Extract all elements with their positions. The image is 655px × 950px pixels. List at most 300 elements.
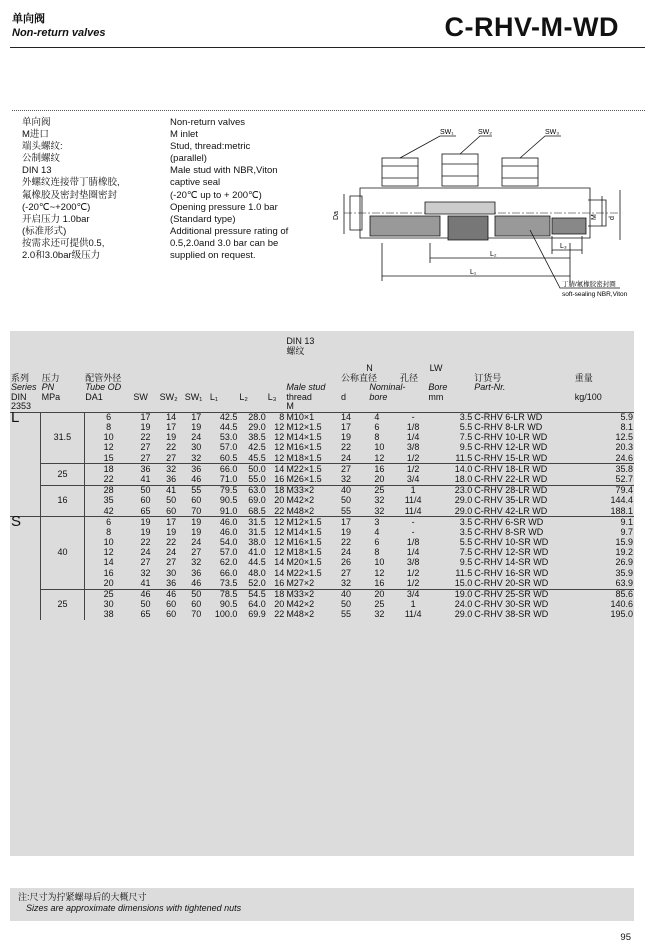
l2-header: L₂ <box>239 391 248 402</box>
pn-unit: MPa <box>41 391 61 402</box>
table-cell: 12 <box>267 517 286 528</box>
table-cell: 54.5 <box>238 589 266 600</box>
table-cell: 195.0 <box>610 609 633 620</box>
table-cell: 46 <box>191 577 202 588</box>
table-cell: 12 <box>274 442 285 453</box>
part-en: Part-Nr. <box>474 382 506 392</box>
table-cell: 40 <box>340 589 368 600</box>
table-cell: 50.0 <box>238 464 266 475</box>
pn-en: PN <box>41 382 55 392</box>
table-cell: 40 <box>340 485 368 496</box>
table-cell: 79.4 <box>574 485 634 496</box>
table-cell: 9.5 <box>459 557 473 568</box>
table-cell: 29.0 <box>248 422 266 433</box>
table-cell: 17 <box>132 412 158 423</box>
table-cell: M16×1.5 <box>286 442 322 453</box>
table-row <box>10 558 634 568</box>
table-cell: 24 <box>340 547 351 558</box>
stud-en1: Male stud <box>286 382 326 392</box>
table-cell: C-RHV 10-SR WD <box>474 537 549 548</box>
table-cell: 63.0 <box>238 485 266 496</box>
table-cell: 6 <box>84 517 132 528</box>
part-cn: 订货号 <box>474 372 502 383</box>
table-cell: 41 <box>140 577 151 588</box>
description-divider <box>12 110 645 111</box>
table-cell: 27 <box>140 557 151 568</box>
table-cell: 12 <box>103 442 114 453</box>
series-label: L <box>10 412 41 517</box>
table-cell: 15.9 <box>615 537 633 548</box>
table-cell: 22 <box>274 609 285 620</box>
table-cell: 3/4 <box>406 473 420 484</box>
table-cell: C-RHV 12-SR WD <box>474 547 549 558</box>
table-cell: M20×1.5 <box>286 557 322 568</box>
table-cell: 46 <box>159 589 184 600</box>
table-cell: 14 <box>267 464 286 475</box>
table-cell: 32 <box>374 609 385 620</box>
table-cell: 32 <box>340 577 351 588</box>
label-m: M <box>591 214 598 220</box>
table-cell: 19 <box>191 526 202 537</box>
table-cell: 17 <box>166 422 177 433</box>
description-line: 按需求还可提供0.5, <box>22 237 105 249</box>
table-cell: 18 <box>267 485 286 496</box>
table-cell: 68.5 <box>248 505 266 516</box>
table-cell: 52.7 <box>615 473 633 484</box>
table-cell: 69.9 <box>248 609 266 620</box>
table-cell: 19 <box>191 422 202 433</box>
label-seal-en: soft-sealing NBR,Viton <box>562 291 628 298</box>
table-cell: 27 <box>166 557 177 568</box>
description-line: 公制螺纹 <box>22 153 61 165</box>
description-line: Male stud with NBR,Viton <box>170 165 278 177</box>
header-left <box>12 10 106 39</box>
table-cell: 11/4 <box>404 609 422 620</box>
table-cell: 65 <box>140 505 151 516</box>
table-cell: 36 <box>132 464 158 475</box>
table-cell: 63.9 <box>615 577 633 588</box>
table-cell: 73.5 <box>219 577 238 588</box>
table-cell: 46.0 <box>219 526 238 537</box>
table-cell: 17 <box>184 412 209 423</box>
nut-3-shape <box>502 158 538 186</box>
table-cell: 19 <box>166 526 177 537</box>
description-line: 端头螺纹: <box>22 141 63 153</box>
table-cell: 29.0 <box>454 505 473 516</box>
table-cell: 18 <box>84 464 132 475</box>
description-line: Stud, thread:metric <box>170 141 251 153</box>
pressure-cell: 25 <box>41 464 85 485</box>
table-cell: 29.0 <box>454 495 473 506</box>
table-cell: 70 <box>191 609 202 620</box>
table-cell: 3/4 <box>399 589 427 600</box>
table-cell: 27 <box>140 452 151 463</box>
valve-drawing <box>330 118 650 308</box>
table-cell: 18 <box>267 589 286 600</box>
description-line: Opening pressure 1.0 bar <box>170 201 278 213</box>
table-cell: 31.5 <box>248 526 266 537</box>
description-line: 开启压力 1.0bar <box>22 213 90 225</box>
table-cell: M22×1.5 <box>285 464 340 475</box>
label-l1: L₁ <box>470 269 477 276</box>
table-cell: 36 <box>184 464 209 475</box>
table-cell: C-RHV 30-SR WD <box>474 599 549 610</box>
table-cell: 8 <box>374 432 380 443</box>
table-cell: 7.5 <box>459 547 473 558</box>
table-cell: C-RHV 6-LR WD <box>473 412 574 423</box>
table-cell: 60 <box>191 495 202 506</box>
table-cell: 100.0 <box>214 609 238 620</box>
table-cell: 24 <box>166 547 177 558</box>
stud-m: M <box>286 401 294 411</box>
table-cell: 60 <box>140 495 151 506</box>
table-cell: 32 <box>374 505 385 516</box>
table-cell: 3.5 <box>459 526 473 537</box>
sw1-header: SW₁ <box>184 391 203 402</box>
table-cell: C-RHV 10-LR WD <box>474 432 548 443</box>
table-row <box>10 579 634 590</box>
table-cell: 29.0 <box>454 609 473 620</box>
table-cell: 14 <box>103 557 114 568</box>
table-row <box>10 506 634 517</box>
table-cell: 15 <box>103 452 114 463</box>
table-header <box>10 331 634 412</box>
description-line: DIN 13 <box>22 165 52 177</box>
table-cell: 31.5 <box>238 517 266 528</box>
series-num: 2353 <box>11 401 32 411</box>
table-cell: 19 <box>140 526 151 537</box>
description-line: (-20℃~+200℃) <box>22 201 91 213</box>
table-cell: 14 <box>159 412 184 423</box>
table-cell: 5.9 <box>574 412 634 423</box>
table-cell: 19 <box>140 422 151 433</box>
table-cell: 12 <box>274 432 285 443</box>
weight-cn: 重量 <box>574 372 593 383</box>
table-cell: 42 <box>103 505 114 516</box>
table-cell: C-RHV 20-SR WD <box>474 577 549 588</box>
table-cell: 79.5 <box>209 485 239 496</box>
table-cell: 55 <box>340 609 351 620</box>
table-cell: 17 <box>340 517 368 528</box>
table-cell: 14.0 <box>427 464 473 475</box>
table-cell: 60 <box>191 599 202 610</box>
table-cell: 12 <box>274 537 285 548</box>
nut-1-shape <box>382 158 418 186</box>
table-cell: 46.0 <box>209 517 239 528</box>
table-cell: 69.0 <box>248 495 266 506</box>
table-cell: M12×1.5 <box>285 517 340 528</box>
table-cell: 3.5 <box>427 412 473 423</box>
table-cell: 36 <box>166 473 177 484</box>
table-cell: 6 <box>84 412 132 423</box>
table-cell: 4 <box>374 526 380 537</box>
table-cell: 22 <box>274 505 285 516</box>
pressure-cell: 25 <box>41 589 85 620</box>
table-cell: 19 <box>184 517 209 528</box>
description-line: (parallel) <box>170 153 207 165</box>
table-cell: 3/8 <box>406 442 420 453</box>
table-cell: 6 <box>374 537 380 548</box>
table-cell: 1/8 <box>406 537 420 548</box>
table-cell: 8 <box>106 526 112 537</box>
weight-unit: kg/100 <box>574 391 602 402</box>
table-cell: 22 <box>140 432 151 443</box>
table-cell: 38.5 <box>248 432 266 443</box>
table-cell: 60 <box>166 505 177 516</box>
title-cn: 单向阀 <box>12 13 45 25</box>
table-cell: 1 <box>399 485 427 496</box>
table-cell: 12.5 <box>615 432 633 443</box>
page-number: 95 <box>620 932 631 943</box>
table-cell: 19 <box>166 432 177 443</box>
n-en1: Nominal- <box>369 382 406 392</box>
table-cell: 14 <box>274 567 285 578</box>
table-cell: 14 <box>274 557 285 568</box>
table-cell: M18×1.5 <box>286 547 322 558</box>
table-cell: 42.5 <box>209 412 239 423</box>
description-line: 单向阀 <box>22 117 51 128</box>
table-cell: 38.0 <box>248 537 266 548</box>
table-cell: M48×2 <box>286 609 315 620</box>
table-cell: 9.1 <box>574 517 634 528</box>
description-line: 氟橡胶及密封垫圈密封 <box>22 189 118 201</box>
table-cell: 24.6 <box>615 452 633 463</box>
table-cell: 22 <box>166 442 177 453</box>
table-cell: 27 <box>166 452 177 463</box>
table-cell: 36 <box>166 577 177 588</box>
table-row <box>10 475 634 486</box>
table-cell: 12 <box>103 547 114 558</box>
table-cell: 60 <box>166 599 177 610</box>
table-cell: 8.1 <box>620 422 633 433</box>
table-cell: 90.5 <box>219 495 238 506</box>
table-cell: 71.0 <box>219 473 238 484</box>
table-cell: 15.0 <box>454 577 473 588</box>
table-cell: 8 <box>374 547 380 558</box>
table-cell: 16 <box>368 464 399 475</box>
table-cell: 16 <box>103 567 114 578</box>
table-cell: 50 <box>132 485 158 496</box>
table-cell: 1/2 <box>406 567 420 578</box>
table-cell: 27 <box>191 547 202 558</box>
table-cell: 27 <box>340 464 368 475</box>
lw-label: LW <box>429 363 443 373</box>
series-label: S <box>10 517 41 620</box>
od-cn: 配管外径 <box>85 372 122 383</box>
description-line: M inlet <box>170 129 198 141</box>
table-cell: 1/4 <box>406 547 420 558</box>
lw-cn: 孔径 <box>399 372 418 383</box>
table-cell: 30 <box>166 567 177 578</box>
table-cell: C-RHV 42-LR WD <box>474 505 548 516</box>
table-row <box>10 453 634 464</box>
din-line1: DIN 13 <box>286 336 315 346</box>
sw-header: SW <box>133 391 148 402</box>
table-cell: 5.5 <box>459 537 473 548</box>
description-line: 0.5,2.0and 3.0 bar can be <box>170 237 279 249</box>
table-cell: 3.5 <box>427 517 473 528</box>
footnote-cn: 注:尺寸为拧紧螺母后的大概尺寸 <box>18 892 147 902</box>
table-cell: 11.5 <box>455 567 473 578</box>
table-cell: 54.0 <box>219 537 238 548</box>
table-cell: M48×2 <box>286 505 315 516</box>
table-cell: 20 <box>103 577 114 588</box>
series-cn: 系列 <box>11 372 30 383</box>
table-cell: 50 <box>140 599 151 610</box>
table-cell: M42×2 <box>286 599 315 610</box>
table-cell: 22 <box>140 537 151 548</box>
table-cell: M18×1.5 <box>286 452 322 463</box>
table-cell: 10 <box>374 442 385 453</box>
table-cell: 1/8 <box>406 422 420 433</box>
table-cell: 23.0 <box>427 485 473 496</box>
table-cell: 16 <box>274 473 285 484</box>
series-en: Series <box>11 382 37 392</box>
label-l2: L₂ <box>490 251 497 258</box>
table-cell: 1/4 <box>406 432 420 443</box>
table-cell: 60.5 <box>219 452 238 463</box>
label-sw3: SW₃ <box>545 129 560 136</box>
table-cell: 1/2 <box>399 464 427 475</box>
table-cell: 52.0 <box>248 577 266 588</box>
table-cell: C-RHV 22-LR WD <box>474 473 548 484</box>
table-cell: 50 <box>184 589 209 600</box>
table-cell: 11/4 <box>404 505 422 516</box>
da1-header: DA1 <box>85 391 103 402</box>
table-cell: 4 <box>368 412 399 423</box>
table-cell: 9.5 <box>459 442 473 453</box>
table-cell: 32 <box>191 452 202 463</box>
table-cell: 12 <box>274 526 285 537</box>
table-cell: 32 <box>340 473 351 484</box>
table-cell: 1/2 <box>406 452 420 463</box>
table-row <box>10 443 634 453</box>
footnote-en: Sizes are approximate dimensions with tightened nuts <box>26 903 242 913</box>
table-cell: 8 <box>106 422 112 433</box>
table-cell: 42.5 <box>248 442 266 453</box>
table-cell: C-RHV 12-LR WD <box>474 442 548 453</box>
table-cell: 36 <box>191 567 202 578</box>
table-cell: 30 <box>191 442 202 453</box>
table-cell: 32 <box>159 464 184 475</box>
table-cell: 32 <box>140 567 151 578</box>
table-cell: 41 <box>140 473 151 484</box>
table-cell: 188.1 <box>610 505 633 516</box>
table-cell: 9.7 <box>620 526 633 537</box>
product-code: C-RHV-M-WD <box>444 12 619 42</box>
table-cell: - <box>399 412 427 423</box>
description-line: Non-return valves <box>170 117 245 128</box>
table-cell: 28.0 <box>238 412 266 423</box>
table-cell: 24 <box>191 537 202 548</box>
table-cell: 20 <box>274 495 285 506</box>
table-cell: M22×1.5 <box>286 567 322 578</box>
table-cell: 35 <box>103 495 114 506</box>
table-cell: 6 <box>374 422 380 433</box>
table-cell: 24.0 <box>454 599 473 610</box>
table-cell: 19.0 <box>427 589 473 600</box>
description-line: M进口 <box>22 129 49 141</box>
table-cell: 57.0 <box>219 442 238 453</box>
table-cell: 19 <box>132 517 158 528</box>
table-cell: 50 <box>340 495 351 506</box>
table-cell: 41.0 <box>248 547 266 558</box>
title-en: Non-return valves <box>12 27 106 39</box>
table-cell: 44.5 <box>248 557 266 568</box>
table-cell: 20.3 <box>615 442 633 453</box>
pressure-cell: 16 <box>41 485 85 517</box>
table-cell: - <box>399 517 427 528</box>
pressure-cell: 40 <box>41 517 85 589</box>
label-sw2: SW₂ <box>478 129 492 136</box>
table-cell: 18.0 <box>454 473 473 484</box>
description-line: (-20℃ up to + 200℃) <box>170 189 262 201</box>
table-cell: 22 <box>103 473 114 484</box>
table-cell: 66.0 <box>219 567 238 578</box>
description-line: (标准形式) <box>22 225 67 237</box>
table-cell: 22 <box>166 537 177 548</box>
table-cell: M33×2 <box>285 485 340 496</box>
table-cell: 11.5 <box>455 452 473 463</box>
table-cell: 3/8 <box>406 557 420 568</box>
description-cn <box>22 117 172 262</box>
lw-en: Bore <box>428 382 448 392</box>
table-cell: 12 <box>274 422 285 433</box>
table-cell: 64.0 <box>248 599 266 610</box>
label-d: d <box>609 216 616 220</box>
d-header: d <box>340 391 346 402</box>
table-cell: M14×1.5 <box>286 526 322 537</box>
table-cell: 25 <box>84 589 132 600</box>
table-cell: 32 <box>374 495 385 506</box>
table-cell: 140.6 <box>610 599 633 610</box>
table-cell: 24 <box>340 452 351 463</box>
table-cell: 53.0 <box>219 432 238 443</box>
table-cell: 46 <box>191 473 202 484</box>
din-line2: 螺纹 <box>286 345 305 356</box>
table-cell: 1 <box>410 599 416 610</box>
table-cell: 85.6 <box>574 589 634 600</box>
table-cell: - <box>411 526 415 537</box>
table-cell: 44.5 <box>219 422 238 433</box>
table-cell: 20 <box>374 473 385 484</box>
table-cell: C-RHV 18-LR WD <box>473 464 574 475</box>
table-cell: 24 <box>191 432 202 443</box>
table-row <box>10 568 634 578</box>
table-cell: 25 <box>368 485 399 496</box>
table-cell: 60 <box>166 609 177 620</box>
table-cell: 12 <box>274 452 285 463</box>
table-cell: 26 <box>340 557 351 568</box>
table-cell: 30 <box>103 599 114 610</box>
table-cell: 19 <box>340 526 351 537</box>
l3-header: L₃ <box>267 391 277 402</box>
spec-table <box>10 331 634 620</box>
table-cell: M10×1 <box>285 412 340 423</box>
n-en2: bore <box>369 391 388 402</box>
table-cell: 38 <box>103 609 114 620</box>
sw2-header: SW₂ <box>159 391 178 402</box>
table-cell: 27 <box>340 567 351 578</box>
table-cell: 16 <box>274 577 285 588</box>
table-cell: C-RHV 6-SR WD <box>473 517 574 528</box>
label-l3: L₃ <box>560 243 567 250</box>
series-din: DIN <box>11 391 27 402</box>
lw-unit: mm <box>428 391 444 402</box>
table-cell: 12 <box>374 452 385 463</box>
table-cell: C-RHV 14-SR WD <box>474 557 549 568</box>
table-cell: 19.2 <box>615 547 633 558</box>
